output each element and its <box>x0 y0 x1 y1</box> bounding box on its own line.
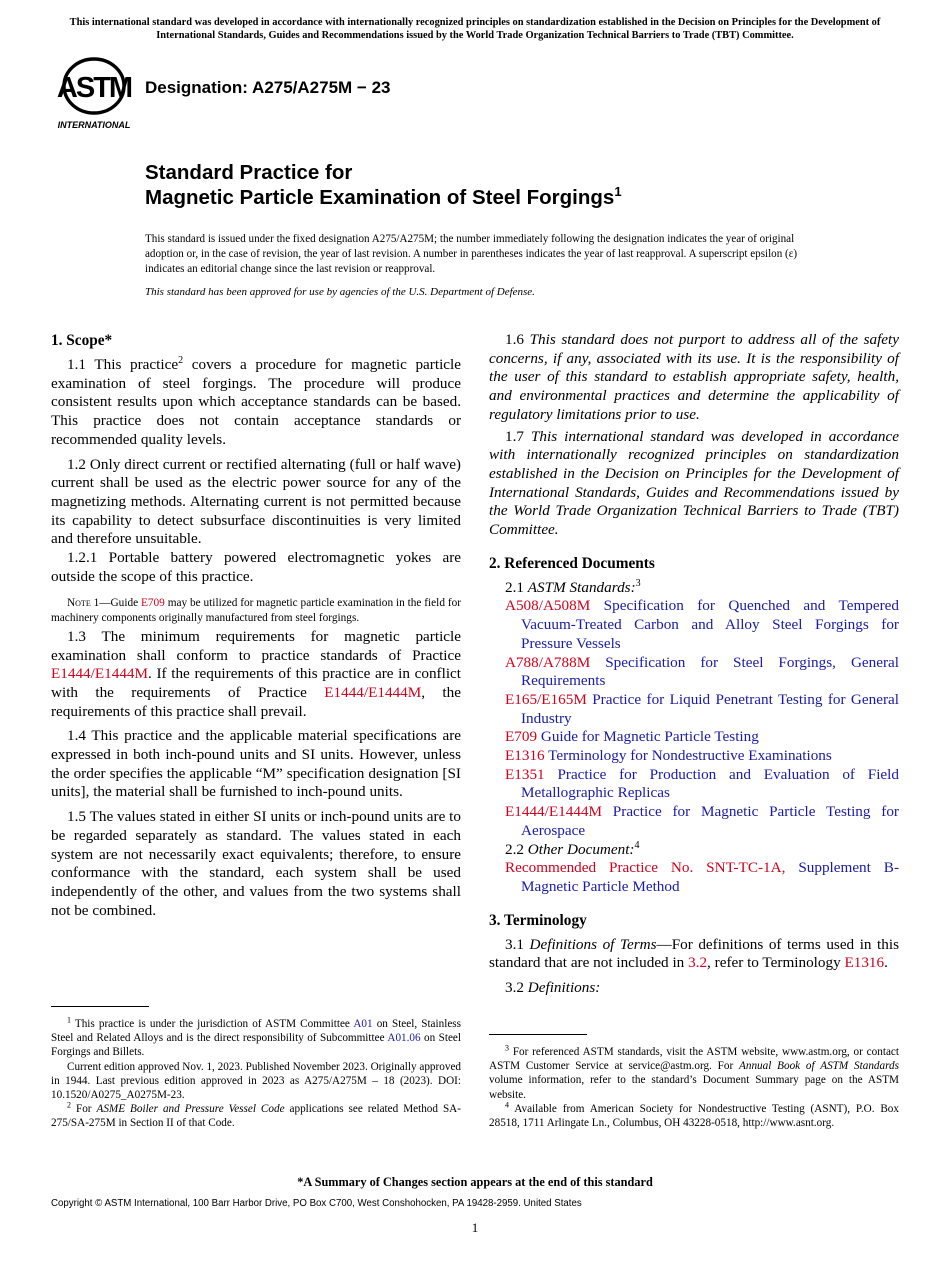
para-3-2-title: Definitions: <box>527 979 601 997</box>
ref-item <box>489 654 899 691</box>
right-column <box>489 331 899 998</box>
para-1-2-1: 1.2.1 Portable battery powered electromagnetic yokes are outside the scope of this practice. <box>51 549 461 585</box>
para-2-1-num: 2.1 <box>505 578 528 596</box>
link-e1444-1[interactable]: E1444/E1444M <box>51 665 149 683</box>
ref-title-link[interactable]: Specification for Quenched and Tempered Vacuum-Treated Carbon and Alloy Steel Forgings for Pressure Vessels <box>521 597 899 652</box>
ref-item <box>489 728 899 747</box>
ref-code-link[interactable]: E1351 <box>505 765 545 783</box>
ref-item <box>489 597 899 653</box>
defense-approval-note: This standard has been approved for use by agencies of the U.S. Department of Defense. <box>145 286 535 298</box>
title-line-2 <box>145 185 845 210</box>
note-text-a: —Guide <box>99 597 141 610</box>
para-1-1-start: 1.1 This practice <box>67 356 179 373</box>
ref-item <box>489 766 899 803</box>
para-1-7 <box>489 428 899 540</box>
para-2-2-num: 2.2 <box>505 840 528 858</box>
para-1-6-num: 1.6 <box>505 331 530 348</box>
footnote-1-c: on Steel Forgings and Billets. <box>51 1032 461 1059</box>
ref-code-link[interactable]: E1316 <box>505 747 545 765</box>
footnote-2-em: ASME Boiler and Pressure Vessel Code <box>96 1103 285 1116</box>
ref-title-snt[interactable]: Supplement B-Magnetic Particle Method <box>521 859 899 895</box>
link-3-2[interactable]: 3.2 <box>688 954 708 972</box>
para-3-1-num: 3.1 <box>505 935 530 953</box>
link-e1444-2[interactable]: E1444/E1444M <box>324 683 422 701</box>
footnote-1-mark: 1 <box>67 1015 71 1025</box>
para-3-1-b: , refer to Terminology <box>707 954 845 972</box>
para-1-3-b: . If the requirements of this practice are in conflict with the requirements of Practice <box>51 665 461 701</box>
para-3-2-num: 3.2 <box>505 979 528 997</box>
summary-of-changes-note: *A Summary of Changes section appears at the end of this standard <box>297 1175 653 1189</box>
ref-item <box>489 691 899 728</box>
footnote-1-edition: Current edition approved Nov. 1, 2023. Published November 2023. Originally approved in 1944. Last previous edition approved in 2023 as A275/A275M – 18 (2023). DOI: 10.1520/A0275_A0275M-23. <box>51 1060 461 1102</box>
svg-text:ASTM: ASTM <box>56 72 132 104</box>
footnote-2-b: applications see related Method SA-275/SA-275M in Section II of that Code. <box>51 1103 461 1130</box>
footnote-2-a: For <box>71 1103 97 1116</box>
footnote-3 <box>489 1045 899 1102</box>
footnote-4-mark: 4 <box>505 1100 509 1110</box>
para-1-7-text: This international standard was developed in accordance with internationally recognized principles on standardization established in the Decision on Principles for the Development of International Standards, Guides and Recommendations issued by the World Trade Organization Technical Barriers to Trade (TBT) Committee. <box>489 427 900 539</box>
footnote-2 <box>51 1102 461 1130</box>
ref-title-link[interactable]: Terminology for Nondestructive Examinations <box>544 747 832 765</box>
para-1-3 <box>51 628 461 722</box>
ref-code-link[interactable]: A508/A508M <box>505 597 591 615</box>
footnote-1-a: This practice is under the jurisdiction of ASTM Committee <box>71 1018 354 1030</box>
footnote-3-mark: 3 <box>505 1043 509 1053</box>
para-1-7-num: 1.7 <box>505 427 531 445</box>
section-terminology-heading: 3. Terminology <box>489 911 587 929</box>
page-number: 1 <box>471 1220 479 1235</box>
ref-title-link[interactable]: Practice for Liquid Penetrant Testing for General Industry <box>521 690 899 727</box>
footnote-1-b: on Steel, Stainless Steel and Related Alloys and is the direct responsibility of Subcommittee <box>51 1018 461 1045</box>
ref-title-link[interactable]: Practice for Magnetic Particle Testing for Aerospace <box>521 803 899 839</box>
para-1-4: 1.4 This practice and the applicable material specifications are expressed in both inch-pound units and SI units. However, unless the order specifies the applicable “M” specification designation [SI units], the material shall be furnished to inch-pound units. <box>51 727 461 801</box>
ref-code-link[interactable]: E165/E165M <box>505 690 587 708</box>
ref-item <box>489 803 899 840</box>
title-line-1: Standard Practice for <box>145 161 353 184</box>
para-2-1 <box>489 579 899 598</box>
para-2-2-title: Other Document: <box>527 840 635 858</box>
designation: Designation: A275/A275M − 23 <box>145 78 391 97</box>
footnote-rule-left <box>51 1006 149 1007</box>
footnote-3-a: For referenced ASTM standards, visit the ASTM website, www.astm.org, or contact ASTM Customer Service at service@astm.org. For <box>489 1046 899 1073</box>
para-3-1-a: —For definitions of terms used in this standard that are not included in <box>489 935 899 972</box>
ref-title-link[interactable]: Specification for Steel Forgings, General Requirements <box>521 653 899 690</box>
ref-code-link[interactable]: E1444/E1444M <box>505 803 603 821</box>
footnote-3-b: volume information, refer to the standard’s Document Summary page on the ASTM website. <box>489 1074 899 1101</box>
footnote-ref-4[interactable]: 4 <box>634 839 640 851</box>
para-1-6 <box>489 331 899 425</box>
ref-item <box>489 747 899 766</box>
link-a01[interactable]: A01 <box>353 1018 373 1030</box>
footnote-ref-3[interactable]: 3 <box>635 577 641 589</box>
note-label: Note 1 <box>67 597 100 610</box>
footnote-4-text: Available from American Society for Nondestructive Testing (ASNT), P.O. Box 28518, 1711 Arlingate Ln., Columbus, OH 43228-0518, http://www.asnt.org. <box>489 1102 899 1130</box>
para-1-1 <box>51 356 461 450</box>
para-3-2 <box>489 979 899 998</box>
para-2-1-title: ASTM Standards: <box>527 578 636 596</box>
title-footnote-ref[interactable]: 1 <box>614 184 622 200</box>
document-title <box>145 160 845 210</box>
para-3-1 <box>489 936 899 973</box>
ref-code-snt[interactable]: Recommended Practice No. SNT-TC-1A, <box>505 859 786 877</box>
footnotes-right <box>489 1045 899 1130</box>
svg-text:INTERNATIONAL: INTERNATIONAL <box>57 120 131 130</box>
para-1-2: 1.2 Only direct current or rectified alternating (full or half wave) current shall be used as the electric power source for any of the magnetizing methods. Alternating current is not permitted because its capability to detect subsurface discontinuities is very limited and therefore unsuitable. <box>51 455 461 548</box>
footnote-2-mark: 2 <box>67 1100 71 1110</box>
ref-title-link[interactable]: Practice for Production and Evaluation of Field Metallographic Replicas <box>521 765 899 802</box>
section-scope-heading: 1. Scope* <box>51 332 113 349</box>
para-1-1-rest: covers a procedure for magnetic particle examination of steel forgings. The procedure will produce consistent results upon which acceptance standards can be based. This practice does not contain acceptance standards or recommended quality levels. <box>51 356 461 448</box>
left-column <box>51 331 461 920</box>
copyright-line: Copyright © ASTM International, 100 Barr Harbor Drive, PO Box C700, West Conshohocken, PA 19428-2959. United States <box>51 1198 582 1209</box>
para-3-1-title: Definitions of Terms <box>529 935 657 953</box>
link-e1316[interactable]: E1316 <box>844 954 885 972</box>
ref-code-link[interactable]: A788/A788M <box>505 653 591 671</box>
note-1 <box>51 596 461 624</box>
astm-standards-list <box>489 597 899 840</box>
para-1-3-c: , the requirements of this practice shall prevail. <box>51 683 461 720</box>
footnotes-left <box>51 1017 461 1131</box>
ref-code-link[interactable]: E709 <box>505 728 538 746</box>
astm-logo <box>52 57 136 131</box>
footnote-ref-2[interactable]: 2 <box>178 354 184 366</box>
link-e709-note[interactable]: E709 <box>140 597 165 610</box>
ref-item-snt-tc-1a <box>489 859 899 896</box>
footnote-4 <box>489 1102 899 1130</box>
para-2-2 <box>489 841 899 860</box>
footnote-3-em: Annual Book of ASTM Standards <box>739 1060 899 1073</box>
para-1-3-a: 1.3 The minimum requirements for magnetic particle examination shall conform to practice standards of Practice <box>51 627 461 664</box>
title-main: Magnetic Particle Examination of Steel Forgings <box>145 186 615 209</box>
header-note: This international standard was developed in accordance with internationally recognized principles on standardization established in the Decision on Principles for the Development of International Standards, Guides and Recommendations issued by the World Trade Organization Technical Barriers to Trade (TBT) Committee. <box>69 17 881 41</box>
para-1-5: 1.5 The values stated in either SI units or inch-pound units are to be regarded separately as standard. The values stated in each system are not necessarily exact equivalents; therefore, to ensure conformance with the standard, each system shall be used independently of the other, and values from the two systems shall not be combined. <box>51 808 461 919</box>
para-1-6-text: This standard does not purport to address all of the safety concerns, if any, associated with its use. It is the responsibility of the user of this standard to establish appropriate safety, health, and environmental practices and determine the applicability of regulatory limitations prior to use. <box>489 331 900 423</box>
ref-title-link[interactable]: Guide for Magnetic Particle Testing <box>537 728 759 746</box>
para-3-1-c: . <box>884 954 888 972</box>
issuance-statement: This standard is issued under the fixed designation A275/A275M; the number immediately following the designation indicates the year of original adoption or, in the case of revision, the year of last revision. A number in parentheses indicates the year of last reapproval. A superscript epsilon (ε) indicates an editorial change since the last revision or reapproval. <box>145 233 798 275</box>
footnote-rule-right <box>489 1034 587 1035</box>
link-a01-06[interactable]: A01.06 <box>387 1032 421 1045</box>
footnote-1 <box>51 1017 461 1060</box>
section-referenced-heading: 2. Referenced Documents <box>489 554 655 572</box>
note-text-b: may be utilized for magnetic particle examination in the field for machinery components originally manufactured from steel forgings. <box>51 597 461 624</box>
